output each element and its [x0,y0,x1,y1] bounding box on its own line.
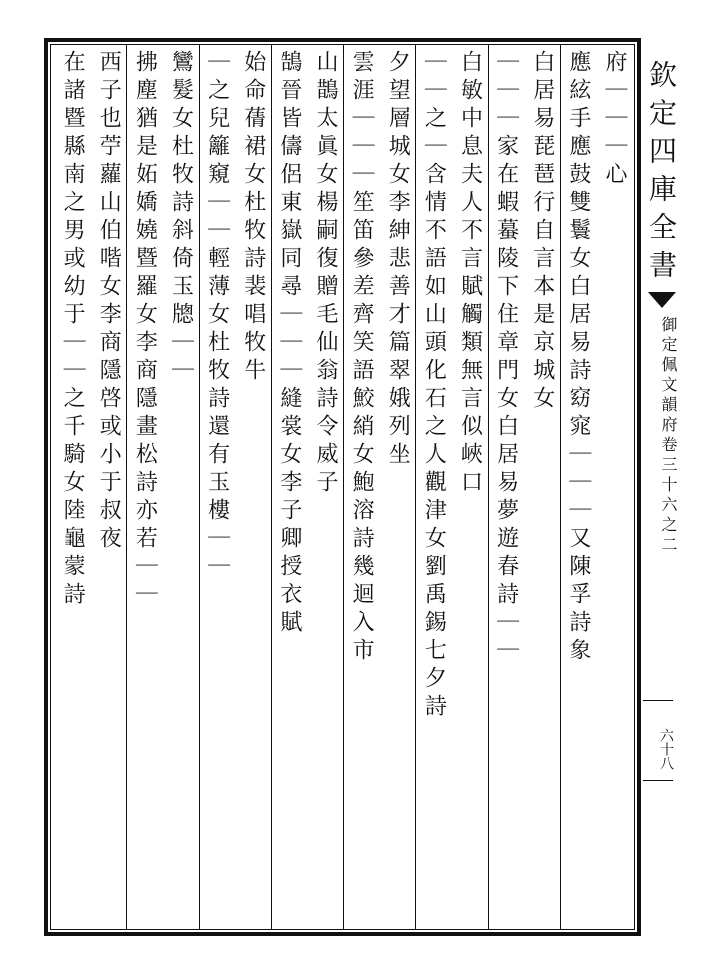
column-rule [415,44,416,930]
side-caption: 御定佩文韻府卷三十六之二 [659,316,678,556]
text-column: 在諸暨縣南之男或幼于｜｜之千騎女陸龜蒙詩 [60,50,86,610]
column-rule [560,44,561,930]
text-column: 拂塵猶是妬嬌嬈暨羅女李商隱畫松詩亦若｜｜ [132,50,158,610]
column-rule [271,44,272,930]
text-column: 雲涯｜｜｜笙笛參差齊笑語鮫綃女鮑溶詩幾迴入市 [349,50,375,666]
text-column: 應絃手應鼓雙鬟女白居易詩窈窕｜｜｜又陳孚詩象 [565,50,591,666]
text-column: 夕望層城女李紳悲善才篇翠娥列坐 [385,50,411,470]
text-column: 西子也苧蘿山伯喈女李商隱啓或小于叔夜 [96,50,122,554]
column-rule [126,44,127,930]
folio-number: 六十八 [658,728,674,770]
folio-rule-bottom [643,780,673,781]
column-rule [343,44,344,930]
text-column: 府｜｜｜心 [602,50,627,190]
column-rule [199,44,200,930]
folio-rule-top [643,700,673,701]
book-title: 欽定四庫全書 [645,60,678,288]
text-column: ｜之兒籬窺｜｜輕薄女杜牧詩還有玉樓｜｜ [204,50,230,582]
text-column: ｜｜之｜含情不語如山頭化石之人觀津女劉禹錫七夕詩 [421,50,447,722]
text-column: ｜｜｜家在蝦蟇陵下住章門女白居易夢遊春詩｜｜ [493,50,519,666]
text-column: 白居易琵琶行自言本是京城女 [529,50,555,414]
text-column: 山鵲太眞女楊嗣復贈毛仙翁詩令威子 [313,50,338,498]
fishtail-marker [648,292,676,308]
text-column: 白敏中息夫人不言賦觸類無言似峽口 [457,50,483,498]
text-column: 始命蒨裙女杜牧詩裴唱牧牛 [240,50,266,386]
column-rule [488,44,489,930]
text-column: 鵠晉皆儔侶東嶽同尋｜｜｜縫裳女李子卿授衣賦 [276,50,302,638]
text-column: 鸞髮女杜牧詩斜倚玉牕｜｜ [168,50,194,386]
